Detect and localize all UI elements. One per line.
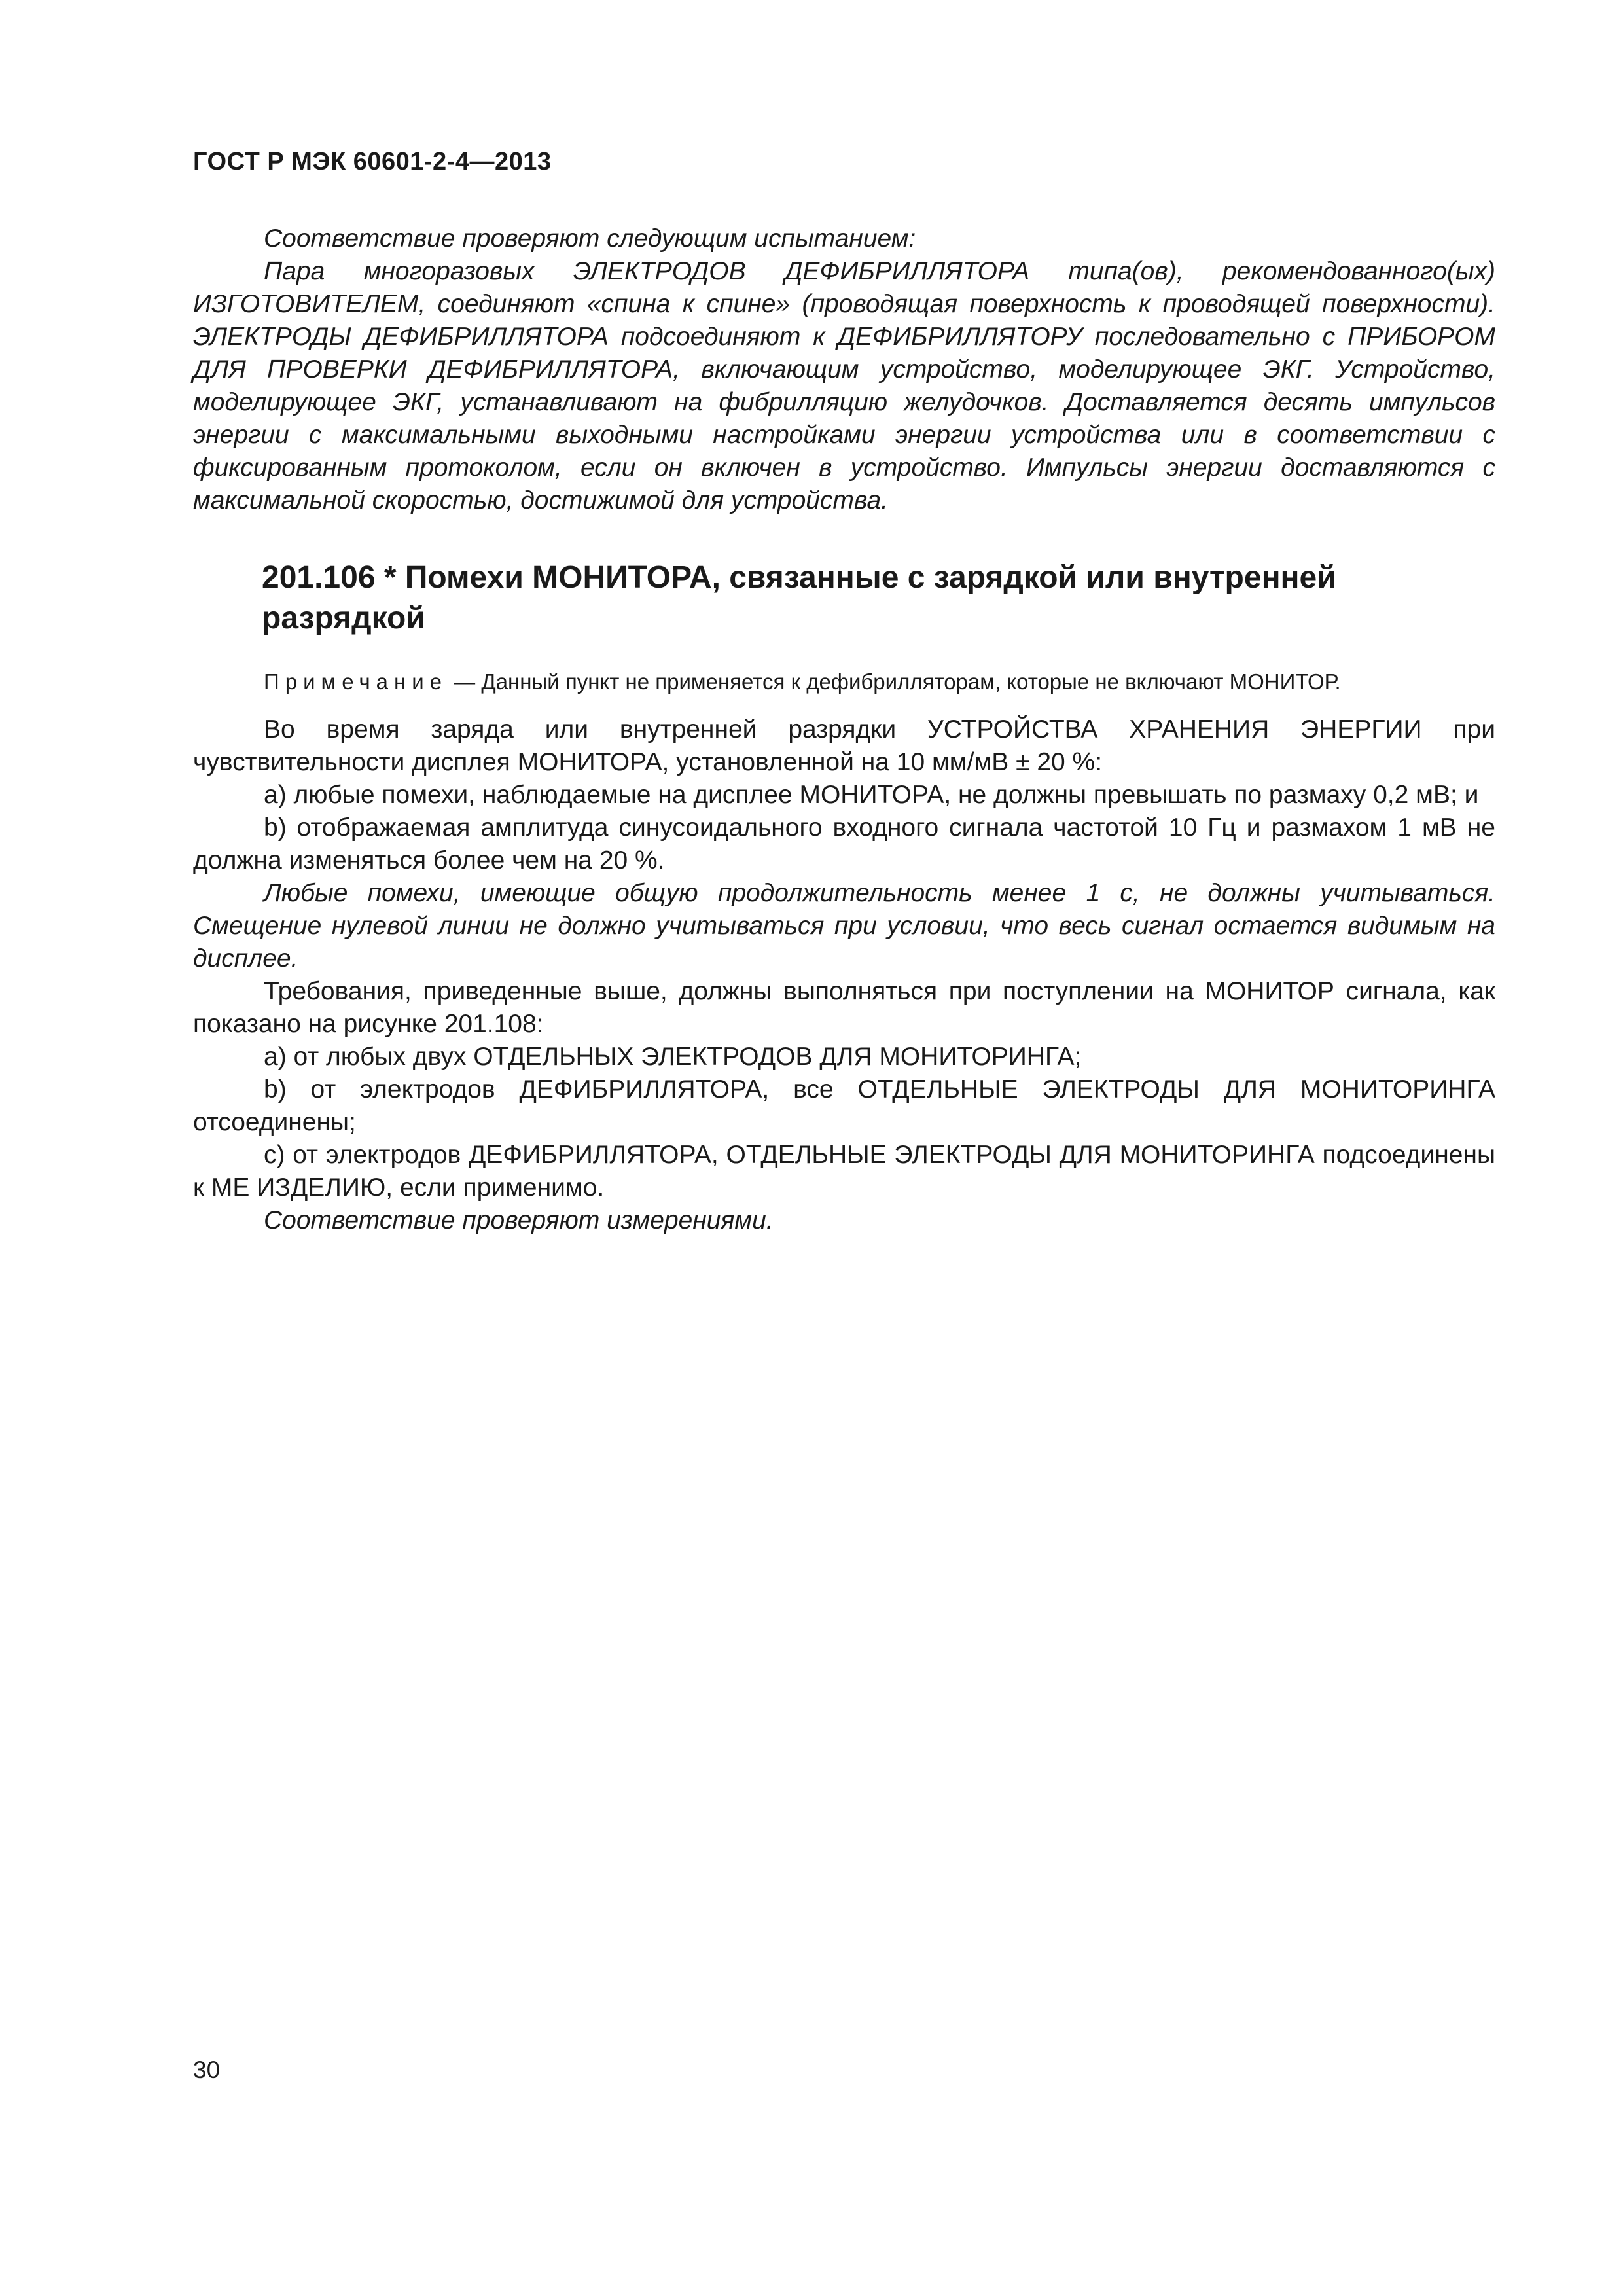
italic-note-paragraph: Любые помехи, имеющие общую продолжительность менее 1 с, не должны учитываться. Смещение нулевой линии не должно учитываться при условии, что весь сигнал остается видимым на дисплее. [193,879,1495,973]
page-number: 30 [193,2056,221,2083]
compliance-measure-paragraph: Соответствие проверяют измерениями. [264,1206,774,1234]
note-text: — Данный пункт не применяется к дефибрилляторам, которые не включают МОНИТОР. [448,670,1341,694]
body-paragraph: Требования, приведенные выше, должны выполняться при поступлении на МОНИТОР сигнала, как показано на рисунке 201.108: [193,977,1495,1038]
list-item-a: a) от любых двух ОТДЕЛЬНЫХ ЭЛЕКТРОДОВ ДЛЯ МОНИТОРИНГА; [264,1043,1082,1071]
section-body [193,713,1495,1237]
note-label: Примечание [264,670,448,694]
list-item-b: b) отображаемая амплитуда синусоидального входного сигнала частотой 10 Гц и размахом 1 мВ не должна изменяться более чем на 20 %. [193,814,1495,874]
test-procedure-paragraph: Пара многоразовых ЭЛЕКТРОДОВ ДЕФИБРИЛЛЯТОРА типа(ов), рекомендованного(ых) ИЗГОТОВИТЕЛЕМ, соединяют «спина к спине» (проводящая поверхность к проводящей поверхности). ЭЛЕКТРОДЫ ДЕФИБРИЛЛЯТОРА подсоединяют к ДЕФИБРИЛЛЯТОРУ последовательно с ПРИБОРОМ ДЛЯ ПРОВЕРКИ ДЕФИБРИЛЛЯТОРА, включающим устройство, моделирующее ЭКГ. Устройство, моделирующее ЭКГ, устанавливают на фибрилляцию желудочков. Доставляется десять импульсов энергии с максимальными выходными настройками энергии устройства или в соответствии с фиксированным протоколом, если он включен в устройство. Импульсы энергии доставляются с максимальной скоростью, достижимой для устройства. [193,257,1495,514]
list-item-b: b) от электродов ДЕФИБРИЛЛЯТОРА, все ОТДЕЛЬНЫЕ ЭЛЕКТРОДЫ ДЛЯ МОНИТОРИНГА отсоединены; [193,1075,1495,1136]
compliance-test-intro: Соответствие проверяют следующим испытанием: [264,224,916,253]
section-heading: 201.106 * Помехи МОНИТОРА, связанные с зарядкой или внутренней разрядкой [262,560,1336,636]
list-item-a: a) любые помехи, наблюдаемые на дисплее МОНИТОРА, не должны превышать по размаху 0,2 мВ; и [264,781,1479,809]
intro-block [193,223,1495,517]
section-note [264,669,1341,695]
list-item-c: c) от электродов ДЕФИБРИЛЛЯТОРА, ОТДЕЛЬНЫЕ ЭЛЕКТРОДЫ ДЛЯ МОНИТОРИНГА подсоединены к МЕ ИЗДЕЛИЮ, если применимо. [193,1141,1495,1202]
body-paragraph: Во время заряда или внутренней разрядки УСТРОЙСТВА ХРАНЕНИЯ ЭНЕРГИИ при чувствительности дисплея МОНИТОРА, установленной на 10 мм/мВ ± 20 %: [193,715,1495,776]
document-code: ГОСТ Р МЭК 60601-2-4—2013 [193,148,552,175]
